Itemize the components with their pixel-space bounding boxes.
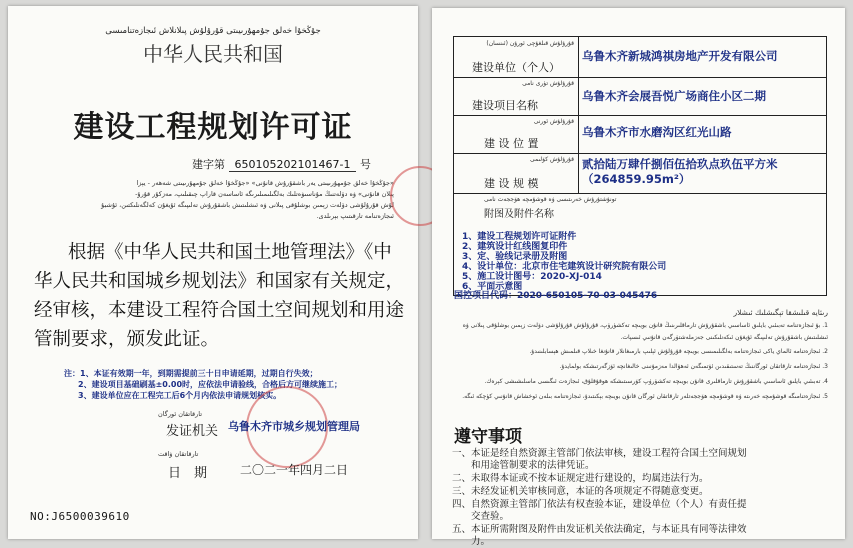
attachment-item: 3、定、验线记录册及附图 [462, 252, 568, 262]
ug-issuer-label: تارقاتقان ئورگان [158, 410, 203, 418]
permit-body-text [34, 238, 404, 354]
rule-line: 和用途管制要求的法律凭证。 [452, 460, 595, 471]
note-line: 3、建设单位应在工程完工后6个月内依法申请规划核实。 [78, 391, 282, 400]
cert-number-label: 建字第 [192, 158, 225, 171]
rule-line: 交查验。 [452, 511, 510, 522]
row-value: 乌鲁木齐市水磨沟区红光山路 [582, 125, 732, 139]
row-label-cell [454, 153, 579, 193]
row-label-cell [454, 77, 579, 115]
ug-attachments-label: تونۇشتۇرۇش خەرىتىسى ۋە قوشۇمچە ھۆججەت نامى [484, 196, 617, 203]
row-value: 贰拾陆万肆仟捌佰伍拾玖点玖伍平方米（264859.95m²） [582, 157, 778, 186]
cert-number-suffix: 号 [359, 158, 371, 171]
row-value: 乌鲁木齐新城鸿祺房地产开发有限公司 [582, 49, 778, 63]
body-line: 根据《中华人民共和国土地管理法》《中 [68, 242, 392, 263]
ug-row-label: قۇرۇلۇش كۆلىمى [530, 156, 574, 163]
ug-row-label: قۇرۇلۇش ئورنى [533, 118, 574, 125]
row-label: 建 设 规 模 [484, 177, 539, 190]
ug-notice-line: 5. ئىجازەتنامىگە قوشۇمچە خەرىتە ۋە قوشۇمچە ھۆججەتلەر تارقاتقان ئورگان قانۇن بويىچە بېكىتىدۇ، ئىجازەتنامە بىلەن ئوخشاش قانۇنىي كۈچكە ئىگە. [462, 393, 828, 400]
attachment-item: 1、建设工程规划许可证附件 [462, 232, 577, 242]
permit-title: 建设工程规划许可证 [73, 110, 353, 145]
permit-back-page [432, 8, 845, 547]
ug-notice-line: 1. بۇ ئىجازەتنامە تەبىئىي بايلىق ئاساسىي باشقۇرۇش تارماقلىرىنىڭ قانۇن بويىچە تەكشۈرۈپ، قۇرۇلۇش قۇرۇلۇشى دۆلەت زېمىن بوشلۇقى پىلانى ۋە [462, 322, 828, 329]
ug-intro-line: ئىجازەتنامە تارقىتىپ بېرىلدى. [316, 212, 394, 220]
ug-notice-line: 4. تەبىئىي بايلىق ئاساسىي باشقۇرۇش تارماقلىرى قانۇن بويىچە تەكشۈرۈپ كۆرسىتىشكە ھوقۇقلۇق، ئىجازەت ئىگىسى ماسلىشىشى كېرەك. [484, 378, 828, 385]
ug-intro-line: لۇش قۇرۇلۇشى دۆلەت زېمىن بوشلۇقى پىلانى ۋە ئىشلىتىش باشقۇرۇش تەلىپىگە ئۇيغۇن كەلگەنلىكتىن، ئۇشبۇ [101, 201, 394, 209]
ug-intro-line: «جۇڭخۇا خەلق جۇمھۇرىيىتى يەر باشقۇرۇش قانۇنى» «جۇڭخۇا خەلق جۇمھۇرىيىتى شەھەر - يېزا [136, 179, 394, 187]
table-row [454, 77, 826, 116]
attachment-item: 2、建筑设计红线图复印件 [462, 242, 568, 252]
issuer-name: 乌鲁木齐市城乡规划管理局 [228, 420, 360, 433]
rule-line: 力。 [452, 536, 491, 547]
ug-notice-line: 3. ئىجازەتنامە تارقاتقان ئورگاننىڭ تەستىقىدىن ئۆتمىگەن ئەھۋالدا مەزمۇنىنى خالىغانچە ئۆزگەرتىشكە بولمايدۇ. [559, 363, 828, 370]
row-label-cell [454, 115, 579, 153]
ug-date-label: تارقاتقان ۋاقت [158, 450, 199, 458]
attachment-item: 4、设计单位：北京市住宅建筑设计研究院有限公司 [462, 262, 667, 272]
notice-title: 遵守事项 [454, 427, 522, 447]
ug-intro-text [32, 178, 394, 222]
ug-notice-title: رىئايە قىلىشقا تېگىشلىك ئىشلار [733, 308, 828, 317]
row-label: 建设单位（个人） [472, 61, 560, 74]
ug-row-label: قۇرۇلۇش قىلغۇچى ئورۇن (ئىنسان) [486, 40, 574, 47]
project-code: 国控项目代码：2020-650105-70-03-045476 [454, 291, 658, 301]
cert-number: 650105202101467-1 [229, 158, 357, 172]
permit-notes [64, 368, 404, 401]
ug-notice-line: 2. ئىجازەتنامە ئالماي ياكى ئىجازەتنامە بەلگىلىمىسى بويىچە قۇرۇلۇش ئېلىپ بارمىغانلار قانۇنغا خىلاپ قىلمىش ھېسابلىنىدۇ. [529, 348, 828, 355]
row-value: 乌鲁木齐会展吾悦广场商住小区二期 [582, 89, 766, 103]
body-line: 华人民共和国城乡规划法》和国家有关规定， [34, 271, 405, 292]
issuer-label: 发证机关 [166, 424, 219, 439]
cert-number-line [192, 156, 402, 172]
attachments-section [454, 193, 826, 301]
rule-line: 四、自然资源主管部门依法有权查验本证，建设单位（个人）有责任提 [452, 499, 747, 510]
ug-notice-line: ئىشلىتىش باشقۇرۇش تەلىپىگە ئۇيغۇن ئىكەنلىكىنى جەزملەشتۈرگەن قانۇنىي ئىسپات. [620, 334, 828, 341]
body-line: 管制要求，颁发此证。 [34, 329, 220, 350]
country-heading: 中华人民共和国 [143, 42, 283, 66]
attachment-item: 6、平面示意图 [462, 282, 523, 292]
ug-row-label: قۇرۇلۇش تۈرى نامى [522, 80, 574, 87]
row-label: 建设项目名称 [472, 99, 538, 112]
ug-intro-line: پىلان قانۇنى» ۋە دۆلەتنىڭ مۇناسىۋەتلىك بەلگىلىمىلىرىگە ئاساسەن قاراپ چىقىلىپ، مەزكۇر قۇرۇ- [135, 190, 394, 198]
row-label: 建 设 位 置 [484, 137, 539, 150]
ug-country-heading: جۇڭخۇا خەلق جۇمھۇرىيىتى قۇرۇلۇش پىلانلاش ئىجازەتنامىسى [105, 26, 321, 36]
table-row [454, 115, 826, 154]
date-label: 日 期 [168, 466, 208, 481]
permit-front-page [8, 6, 418, 539]
issue-date: 二〇二一年四月二日 [240, 463, 349, 477]
attachment-item: 5、施工设计图号：2020-XJ-014 [462, 272, 602, 282]
permit-details-table [453, 36, 827, 301]
note-line: 2、建设项目基础刷基±0.00时，应依法申请验线，合格后方可继续施工； [78, 380, 343, 389]
body-line: 经审核，本建设工程符合国土空间规划和用途 [34, 300, 405, 321]
rule-line: 一、本证是经自然资源主管部门依法审核，建设工程符合国土空间规划 [452, 448, 747, 459]
row-label-cell [454, 37, 579, 77]
table-row [454, 153, 826, 194]
rule-line: 三、未经发证机关审核同意，本证的各项规定不得随意变更。 [452, 486, 709, 497]
rule-line: 五、本证所需附图及附件由发证机关依法确定，与本证具有同等法律效 [452, 524, 747, 535]
attachments-label: 附图及附件名称 [484, 209, 554, 220]
note-line: 注：1、本证有效期一年，到期需提前三十日申请延期，过期自行失效； [64, 369, 318, 378]
rule-line: 二、未取得本证或不按本证规定进行建设的，均属违法行为。 [452, 473, 709, 484]
serial-number: NO:J6500039610 [30, 510, 130, 523]
table-row [454, 37, 826, 78]
